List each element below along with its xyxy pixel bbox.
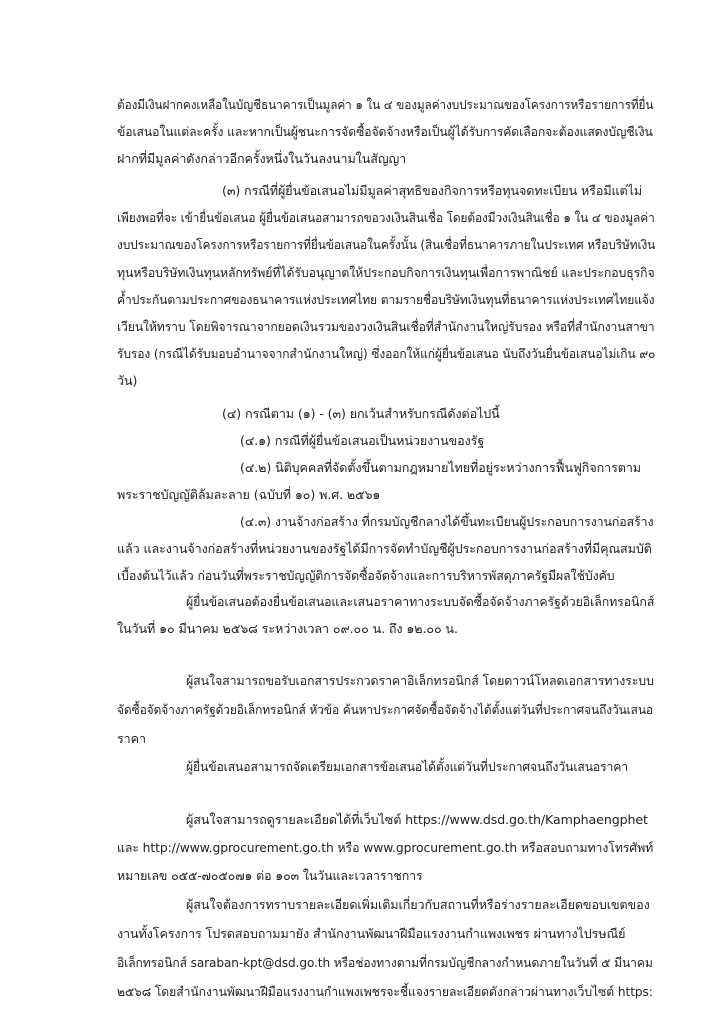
text-line: ราคา [117,731,146,746]
text-line: วัน) [117,373,138,388]
text-line: ฝากที่มีมูลค่าดังกล่าวอีกครั้งหนึ่งในวันลงนามในสัญญา [117,151,407,166]
text-line: (๔.๓) งานจ้างก่อสร้าง ที่กรมบัญชีกลางได้ขึ้นทะเบียนผู้ประกอบการงานก่อสร้าง [240,514,654,529]
text-line: เพียงพอที่จะ เข้ายื่นข้อเสนอ ผู้ยื่นข้อเสนอสามารถขอวงเงินสินเชื่อ โดยต้องมีวงเงินสินเชื่อ ๑ ใน ๔ ของมูลค่า [117,210,655,225]
text-line: (๓) กรณีที่ผู้ยื่นข้อเสนอไม่มีมูลค่าสุทธิของกิจการหรือทุนจดทะเบียน หรือมีแต่ไม่ [222,183,643,198]
text-line: ผู้สนใจสามารถดูรายละเอียดได้ที่เว็บไซต์ https://www.dsd.go.th/Kamphaengphet [186,812,648,827]
text-line: เวียนให้ทราบ โดยพิจารณาจากยอดเงินรวมของวงเงินสินเชื่อที่สำนักงานใหญ่รับรอง หรือที่สำนักงานสาขา [117,319,655,334]
text-line: ข้อเสนอในแต่ละครั้ง และหากเป็นผู้ชนะการจัดซื้อจัดจ้างหรือเป็นผู้ได้รับการคัดเลือกจะต้องแสดงบัญชีเงิน [117,124,653,139]
text-line: งบประมาณของโครงการหรือรายการที่ยื่นข้อเสนอในครั้งนั้น (สินเชื่อที่ธนาคารภายในประเทศ หรือบริษัทเงิน [117,237,656,252]
text-line: จัดซื้อจัดจ้างภาครัฐด้วยอิเล็กทรอนิกส์ หัวข้อ ค้นหาประกาศจัดซื้อจัดจ้างได้ตั้งแต่วันที่ประกาศจนถึงวันเสนอ [117,702,653,717]
text-line: (๔.๑) กรณีที่ผู้ยื่นข้อเสนอเป็นหน่วยงานของรัฐ [240,433,485,448]
text-line: (๔.๒) นิติบุคคลที่จัดตั้งขึ้นตามกฎหมายไทยที่อยู่ระหว่างการฟื้นฟูกิจการตาม [240,460,642,475]
text-line: ค้ำประกันตามประกาศของธนาคารแห่งประเทศไทย ตามรายชื่อบริษัทเงินทุนที่ธนาคารแห่งประเทศไทยแจ้ง [117,292,655,307]
text-line: หมายเลข ๐๕๕-๗๐๕๐๗๑ ต่อ ๑๐๓ ในวันและเวลาราชการ [117,868,423,883]
text-line: รับรอง (กรณีได้รับมอบอำนาจจากสำนักงานใหญ่) ซึ่งออกให้แก่ผู้ยื่นข้อเสนอ นับถึงวันยื่นข้อเสนอไม่เกิน ๙๐ [117,346,656,361]
text-line: ทุนหรือบริษัทเงินทุนหลักทรัพย์ที่ได้รับอนุญาตให้ประกอบกิจการเงินทุนเพื่อการพาณิชย์ และประกอบธุรกิจ [117,265,655,280]
text-line: ผู้ยื่นข้อเสนอสามารถจัดเตรียมเอกสารข้อเสนอได้ตั้งแต่วันที่ประกาศจนถึงวันเสนอราคา [186,759,629,774]
text-line: ผู้ยื่นข้อเสนอต้องยื่นข้อเสนอและเสนอราคาทางระบบจัดซื้อจัดจ้างภาครัฐด้วยอิเล็กทรอนิกส์ [186,594,655,609]
text-line: เบื้องต้นไว้แล้ว ก่อนวันที่พระราชบัญญัติการจัดซื้อจัดจ้างและการบริหารพัสดุภาครัฐมีผลใช้บังคับ [117,568,615,583]
text-line: พระราชบัญญัติล้มละลาย (ฉบับที่ ๑๐) พ.ศ. ๒๕๖๑ [117,487,381,502]
text-line: ในวันที่ ๑๐ มีนาคม ๒๕๖๘ ระหว่างเวลา ๐๙.๐๐ น. ถึง ๑๒.๐๐ น. [117,621,458,636]
text-line: อิเล็กทรอนิกส์ saraban-kpt@dsd.go.th หรือช่องทางตามที่กรมบัญชีกลางกำหนดภายในวันที่ ๕ มีนาคม [117,955,653,970]
text-line: (๔) กรณีตาม (๑) - (๓) ยกเว้นสำหรับกรณีดังต่อไปนี้ [222,406,500,421]
text-line: ผู้สนใจสามารถขอรับเอกสารประกวดราคาอิเล็กทรอนิกส์ โดยดาวน์โหลดเอกสารทางระบบ [186,673,654,688]
text-line: ต้องมีเงินฝากคงเหลือในบัญชีธนาคารเป็นมูลค่า ๑ ใน ๔ ของมูลค่างบประมาณของโครงการหรือรายการที่ยื่น [117,97,654,112]
text-line: งานทั้งโครงการ โปรดสอบถามมายัง สำนักงานพัฒนาฝีมือแรงงานกำแพงเพชร ผ่านทางไปรษณีย์ [117,926,626,941]
text-line: ๒๕๖๘ โดยสำนักงานพัฒนาฝีมือแรงงานกำแพงเพชรจะชี้แจงรายละเอียดดังกล่าวผ่านทางเว็บไซต์ https: [117,984,653,999]
text-line: แล้ว และงานจ้างก่อสร้างที่หน่วยงานของรัฐได้มีการจัดทำบัญชีผู้ประกอบการงานก่อสร้างที่มีคุณสมบัติ [117,541,652,556]
text-line: และ http://www.gprocurement.go.th หรือ www.gprocurement.go.th หรือสอบถามทางโทรศัพท์ [117,840,654,855]
text-line: ผู้สนใจต้องการทราบรายละเอียดเพิ่มเติมเกี่ยวกับสถานที่หรือร่างรายละเอียดขอบเขตของ [186,897,650,912]
